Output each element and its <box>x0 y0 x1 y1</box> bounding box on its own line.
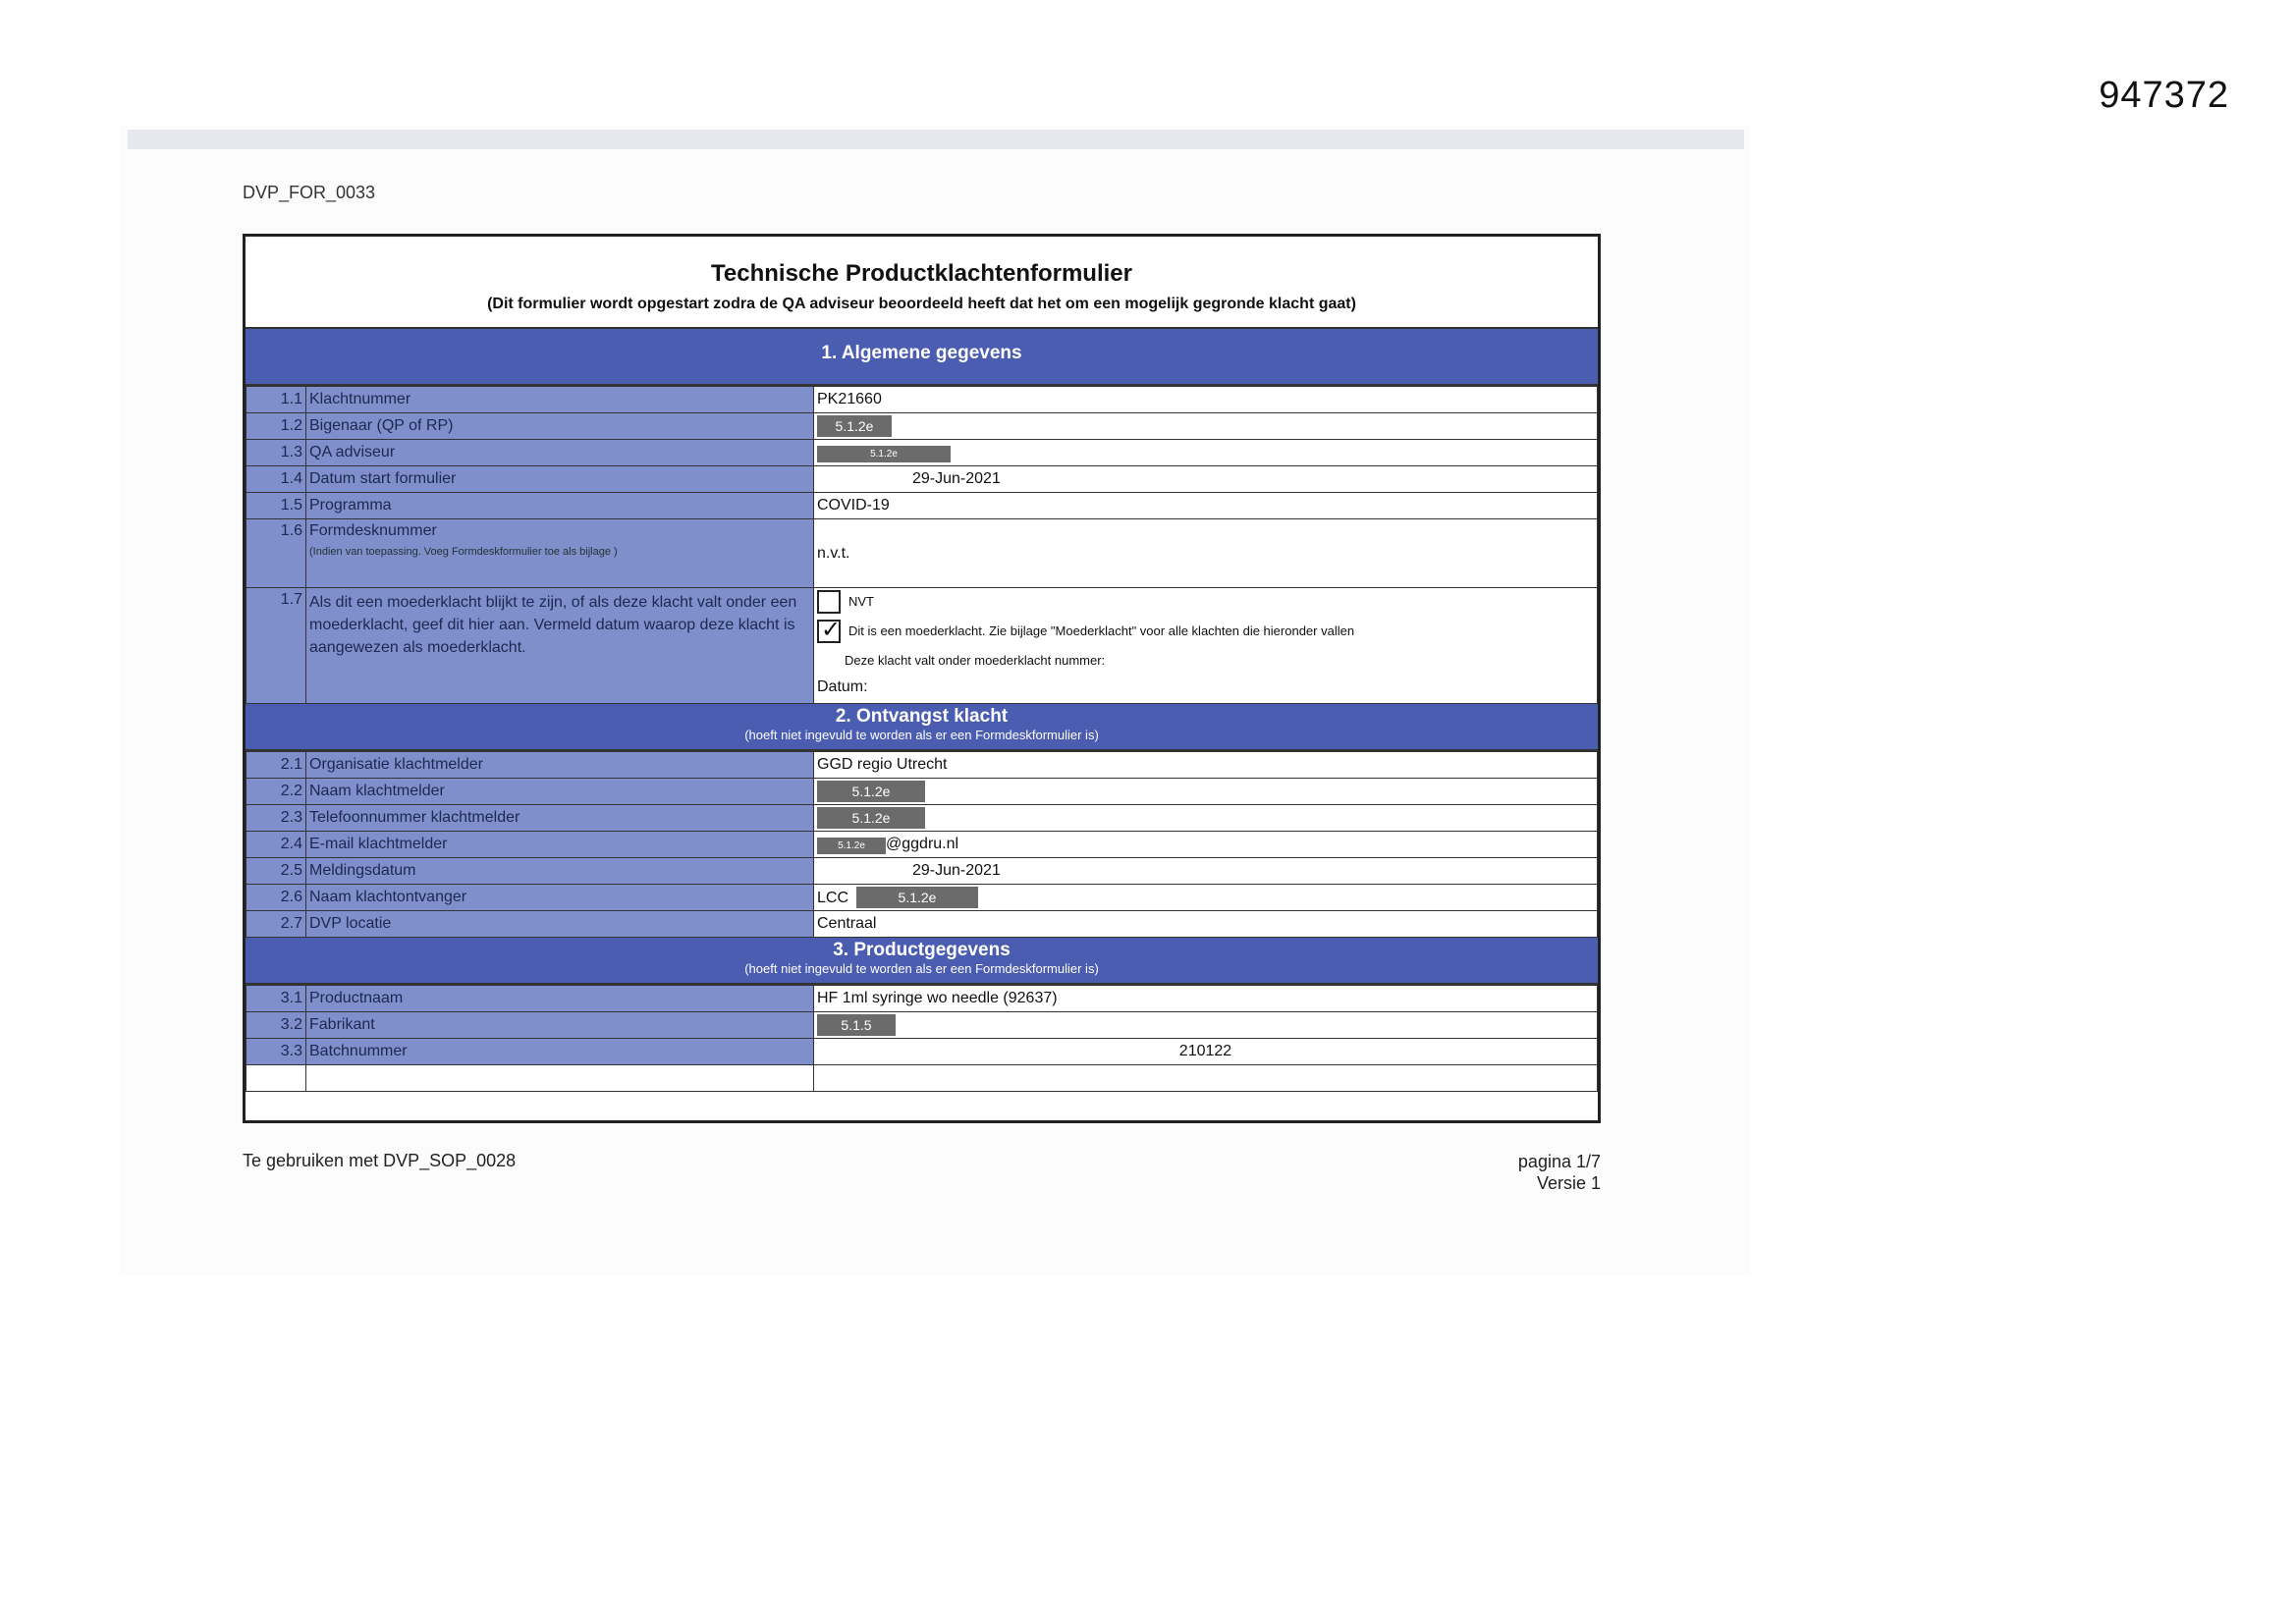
row-sublabel: (Indien van toepassing. Voeg Formdeskformulier toe als bijlage ) <box>309 546 618 558</box>
row-number: 1.2 <box>246 413 306 440</box>
section-note: (hoeft niet ingevuld te worden als er een Formdeskformulier is) <box>744 961 1099 976</box>
row-value <box>814 779 1598 805</box>
row-number: 2.3 <box>246 805 306 832</box>
row-value: Centraal <box>814 911 1598 938</box>
section-header-algemeen <box>246 329 1598 386</box>
row-label: Bigenaar (QP of RP) <box>306 413 814 440</box>
row-value: n.v.t. <box>814 519 1598 588</box>
row-value <box>814 440 1598 466</box>
row-label: Programma <box>306 493 814 519</box>
row-value <box>814 413 1598 440</box>
row-value: GGD regio Utrecht <box>814 752 1598 779</box>
row-number: 2.1 <box>246 752 306 779</box>
checkbox-nvt[interactable] <box>817 590 841 614</box>
section-title: 2. Ontvangst klacht <box>835 706 1009 727</box>
row-number: 2.4 <box>246 832 306 858</box>
row-label: Meldingsdatum <box>306 858 814 885</box>
table-row <box>246 440 1598 466</box>
row-value <box>814 885 1598 911</box>
option-label: Deze klacht valt onder moederklacht nummer: <box>845 653 1106 668</box>
table-row-empty <box>246 1065 1598 1092</box>
table-row <box>246 832 1598 858</box>
form-subtitle: (Dit formulier wordt opgestart zodra de QA adviseur beoordeeld heeft dat het om een mogelijk gegronde klacht gaat) <box>487 296 1356 312</box>
option-label: NVT <box>848 594 874 610</box>
redacted-value: 5.1.2e <box>817 807 925 829</box>
empty-cell <box>306 1065 814 1092</box>
checkbox-moederklacht[interactable] <box>817 617 842 643</box>
row-number: 3.2 <box>246 1012 306 1039</box>
table-row <box>246 911 1598 938</box>
table-row <box>246 1039 1598 1065</box>
row-label: Naam klachtmelder <box>306 779 814 805</box>
table-row <box>246 986 1598 1012</box>
footer-page-info <box>1404 1151 1601 1194</box>
table-row <box>246 493 1598 519</box>
row-label: QA adviseur <box>306 440 814 466</box>
section-header-ontvangst <box>246 704 1598 751</box>
row-number: 1.1 <box>246 387 306 413</box>
row-label: Batchnummer <box>306 1039 814 1065</box>
table-row <box>246 1012 1598 1039</box>
row-label: Productnaam <box>306 986 814 1012</box>
option-label: Dit is een moederklacht. Zie bijlage "Moederklacht" voor alle klachten die hieronder vallen <box>848 623 1355 639</box>
row-value: COVID-19 <box>814 493 1598 519</box>
row-label: Als dit een moederklacht blijkt te zijn, of als deze klacht valt onder een moederklacht, geef dit hier aan. Vermeld datum waarop deze klacht is aangewezen als moederklacht. <box>306 588 814 704</box>
redacted-value: 5.1.2e <box>817 415 892 437</box>
row-label: DVP locatie <box>306 911 814 938</box>
section-title: 3. Productgegevens <box>833 940 1011 960</box>
row-value: HF 1ml syringe wo needle (92637) <box>814 986 1598 1012</box>
checkmark-icon: ✓ <box>821 617 842 643</box>
redacted-value: 5.1.2e <box>856 887 978 908</box>
redacted-value: 5.1.2e <box>817 838 886 854</box>
option-nvt <box>817 590 1594 620</box>
section-2-table <box>246 751 1598 938</box>
row-number: 1.6 <box>246 519 306 588</box>
row-number: 2.6 <box>246 885 306 911</box>
row-value <box>814 805 1598 832</box>
table-row <box>246 387 1598 413</box>
row-value: PK21660 <box>814 387 1598 413</box>
row-label: E-mail klachtmelder <box>306 832 814 858</box>
section-3-table <box>246 985 1598 1092</box>
row-number: 1.4 <box>246 466 306 493</box>
row-number: 1.7 <box>246 588 306 704</box>
table-row <box>246 885 1598 911</box>
table-row <box>246 858 1598 885</box>
table-row <box>246 413 1598 440</box>
row-number: 1.3 <box>246 440 306 466</box>
empty-cell <box>814 1065 1598 1092</box>
row-number: 3.3 <box>246 1039 306 1065</box>
row-value: 29-Jun-2021 <box>814 466 1598 493</box>
option-moederklacht <box>817 617 1594 649</box>
form-title-block <box>246 237 1598 329</box>
row-value: 29-Jun-2021 <box>814 858 1598 885</box>
row-number: 1.5 <box>246 493 306 519</box>
footer-sop-reference: Te gebruiken met DVP_SOP_0028 <box>243 1151 517 1170</box>
form-code: DVP_FOR_0033 <box>243 183 376 202</box>
table-row <box>246 466 1598 493</box>
section-header-product <box>246 938 1598 985</box>
empty-cell <box>246 1065 306 1092</box>
email-domain: @ggdru.nl <box>886 835 959 852</box>
table-row <box>246 588 1598 704</box>
redacted-value: 5.1.2e <box>817 446 951 462</box>
row-number: 2.5 <box>246 858 306 885</box>
complaint-form <box>243 234 1601 1123</box>
form-title: Technische Productklachtenformulier <box>711 260 1132 287</box>
row-label: Organisatie klachtmelder <box>306 752 814 779</box>
value-prefix: LCC <box>817 890 849 906</box>
version: Versie 1 <box>1536 1173 1601 1193</box>
redacted-value: 5.1.2e <box>817 781 925 802</box>
datum-label: Datum: <box>817 678 868 695</box>
row-value <box>814 1012 1598 1039</box>
table-row <box>246 805 1598 832</box>
row-number: 3.1 <box>246 986 306 1012</box>
scan-band <box>128 130 1744 149</box>
row-number: 2.7 <box>246 911 306 938</box>
row-value <box>814 832 1598 858</box>
table-row <box>246 519 1598 588</box>
row-label: Telefoonnummer klachtmelder <box>306 805 814 832</box>
page-number: pagina 1/7 <box>1517 1152 1601 1171</box>
section-1-table <box>246 386 1598 704</box>
table-row <box>246 752 1598 779</box>
row-label-text: Formdesknummer <box>309 522 437 539</box>
row-value <box>814 588 1598 704</box>
row-value: 210122 <box>814 1039 1598 1065</box>
section-note: (hoeft niet ingevuld te worden als er een Formdeskformulier is) <box>744 728 1099 742</box>
row-label: Naam klachtontvanger <box>306 885 814 911</box>
document-number: 947372 <box>2099 75 2229 116</box>
row-label: Datum start formulier <box>306 466 814 493</box>
row-number: 2.2 <box>246 779 306 805</box>
row-label: Fabrikant <box>306 1012 814 1039</box>
row-label <box>306 519 814 588</box>
section-title: 1. Algemene gegevens <box>821 343 1022 363</box>
redacted-value: 5.1.5 <box>817 1014 896 1036</box>
table-row <box>246 779 1598 805</box>
row-label: Klachtnummer <box>306 387 814 413</box>
